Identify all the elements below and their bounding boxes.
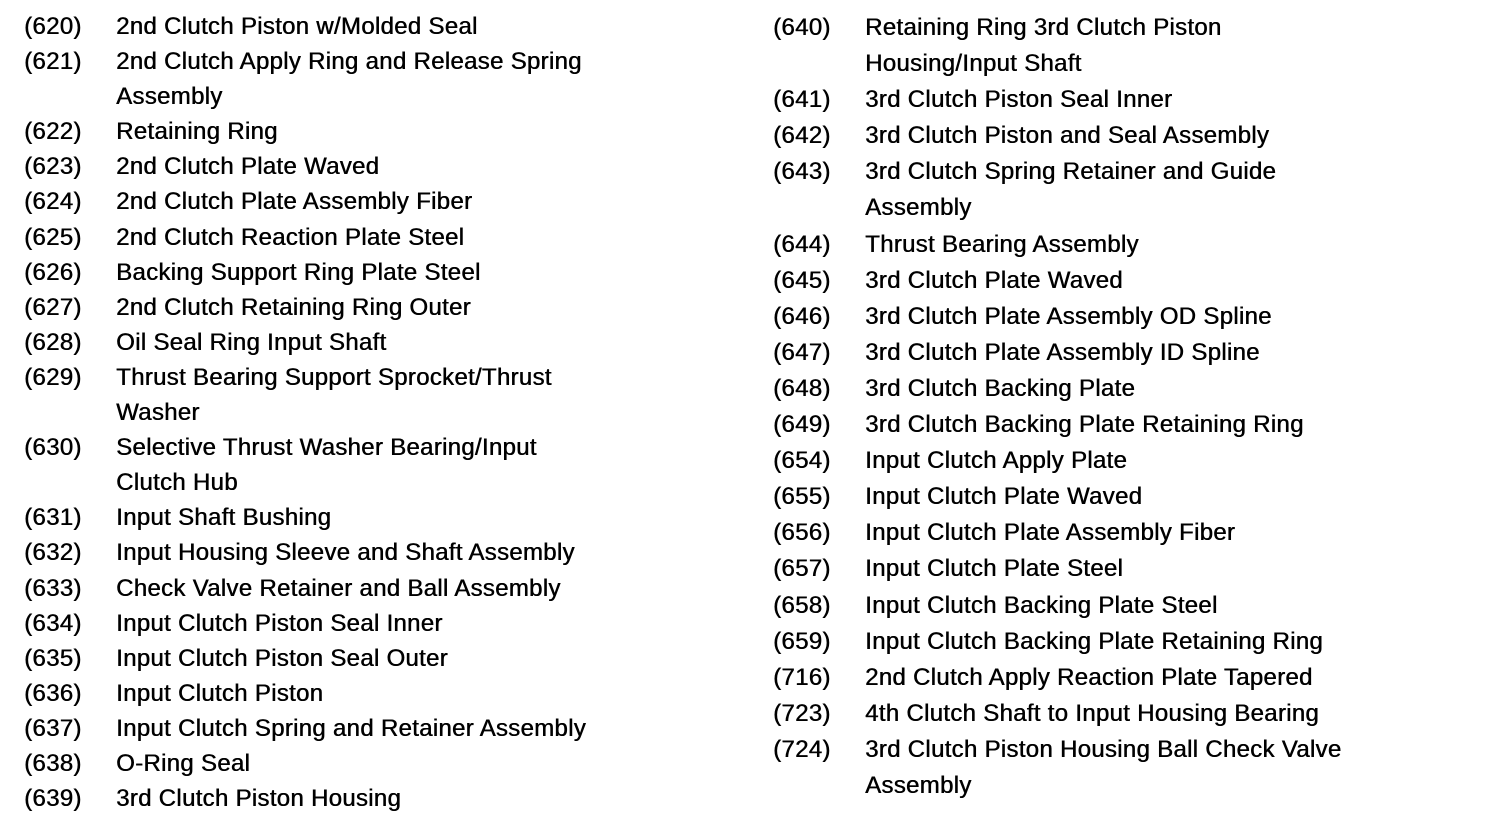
item-description: [865, 696, 1319, 732]
item-description-line: 2nd Clutch Apply Ring and Release Spring: [116, 48, 582, 76]
item-number: (622): [24, 118, 82, 146]
item-number: (644): [773, 230, 831, 258]
item-description-line: 4th Clutch Shaft to Input Housing Bearing: [865, 699, 1319, 727]
item-description: [116, 255, 480, 290]
item-number: (636): [24, 679, 82, 707]
item-description: [865, 82, 1172, 118]
item-description-line: 3rd Clutch Spring Retainer and Guide: [865, 158, 1277, 186]
list-item: [24, 220, 586, 255]
list-item: [24, 114, 586, 149]
item-description-line: 3rd Clutch Piston Housing: [116, 785, 401, 813]
item-description: [865, 154, 1276, 226]
list-item: [773, 696, 1341, 732]
item-description-line: 3rd Clutch Piston Housing Ball Check Valve: [865, 735, 1342, 763]
item-number: (635): [24, 644, 82, 672]
item-description: [865, 660, 1313, 696]
item-description-line: Input Clutch Apply Plate: [865, 447, 1128, 475]
item-description-line: Selective Thrust Washer Bearing/Input: [116, 434, 537, 462]
item-description: [865, 588, 1217, 624]
list-item: [773, 299, 1341, 335]
item-number: (646): [773, 302, 831, 330]
item-description: [865, 732, 1341, 804]
list-item: [24, 360, 586, 430]
item-description: [865, 263, 1123, 299]
item-number: (658): [773, 591, 831, 619]
item-description-line: 3rd Clutch Backing Plate Retaining Ring: [865, 411, 1304, 439]
item-description-line: Assembly: [865, 194, 972, 222]
list-item: [24, 184, 586, 219]
item-number: (641): [773, 86, 831, 114]
item-description: [865, 227, 1139, 263]
item-number: (645): [773, 266, 831, 294]
item-description-line: Input Clutch Plate Waved: [865, 483, 1143, 511]
item-description-line: Input Clutch Spring and Retainer Assembly: [116, 714, 586, 742]
item-number: (656): [773, 519, 831, 547]
item-description-line: Input Clutch Backing Plate Steel: [865, 591, 1218, 619]
item-number: (634): [24, 609, 82, 637]
item-description-line: Housing/Input Shaft: [865, 50, 1082, 78]
list-item: [773, 588, 1341, 624]
item-number: (643): [773, 158, 831, 186]
item-number: (647): [773, 338, 831, 366]
item-description: [116, 606, 443, 641]
item-description-line: Retaining Ring: [116, 118, 278, 146]
item-number: (648): [773, 374, 831, 402]
item-description-line: 2nd Clutch Retaining Ring Outer: [116, 293, 471, 321]
item-number: (659): [773, 627, 831, 655]
item-description: [865, 10, 1221, 82]
item-description: [865, 299, 1272, 335]
item-number: (631): [24, 504, 82, 532]
list-item: [24, 44, 586, 114]
item-description: [116, 114, 278, 149]
item-description: [116, 430, 537, 500]
list-item: [773, 551, 1341, 587]
item-number: (640): [773, 14, 831, 41]
item-number: (630): [24, 434, 82, 462]
parts-list-right-column: [773, 10, 1341, 804]
item-number: (639): [24, 785, 82, 813]
item-description: [116, 711, 586, 746]
item-description: [116, 9, 478, 44]
item-description: [116, 781, 401, 816]
item-number: (657): [773, 555, 831, 583]
item-description-line: Assembly: [116, 83, 223, 111]
item-number: (632): [24, 539, 82, 567]
item-description-line: O-Ring Seal: [116, 749, 251, 777]
item-description-line: Retaining Ring 3rd Clutch Piston: [865, 14, 1222, 41]
item-number: (620): [24, 13, 82, 40]
list-item: [773, 10, 1341, 82]
item-description-line: 2nd Clutch Piston w/Molded Seal: [116, 13, 478, 40]
list-item: [24, 781, 586, 816]
item-description: [865, 371, 1135, 407]
list-item: [773, 443, 1341, 479]
list-item: [773, 732, 1341, 804]
item-number: (642): [773, 122, 831, 150]
item-description-line: Clutch Hub: [116, 469, 238, 497]
item-number: (716): [773, 663, 831, 691]
item-description: [116, 500, 331, 535]
item-number: (655): [773, 483, 831, 511]
item-description: [116, 149, 379, 184]
item-description-line: Input Clutch Plate Assembly Fiber: [865, 519, 1236, 547]
item-number: (625): [24, 223, 82, 251]
list-item: [773, 335, 1341, 371]
list-item: [24, 641, 586, 676]
list-item: [24, 571, 586, 606]
item-number: (638): [24, 749, 82, 777]
list-item: [773, 479, 1341, 515]
list-item: [773, 154, 1341, 226]
item-description: [116, 360, 552, 430]
item-description: [865, 335, 1260, 371]
list-item: [773, 624, 1341, 660]
item-description: [865, 443, 1127, 479]
item-description: [116, 746, 250, 781]
item-description-line: 2nd Clutch Plate Waved: [116, 153, 380, 181]
item-description-line: 3rd Clutch Plate Waved: [865, 266, 1123, 294]
item-description: [116, 220, 464, 255]
item-description: [865, 479, 1142, 515]
item-description: [116, 641, 448, 676]
item-description: [116, 676, 323, 711]
item-description-line: Input Housing Sleeve and Shaft Assembly: [116, 539, 575, 567]
item-description-line: 3rd Clutch Plate Assembly ID Spline: [865, 338, 1260, 366]
item-description-line: Input Clutch Piston: [116, 679, 324, 707]
item-description-line: Input Clutch Plate Steel: [865, 555, 1124, 583]
list-item: [24, 430, 586, 500]
list-item: [773, 660, 1341, 696]
item-description-line: 2nd Clutch Plate Assembly Fiber: [116, 188, 473, 216]
list-item: [24, 606, 586, 641]
item-description-line: Thrust Bearing Assembly: [865, 230, 1139, 258]
list-item: [24, 746, 586, 781]
item-description: [116, 184, 472, 219]
item-description: [865, 624, 1323, 660]
item-number: (624): [24, 188, 82, 216]
item-description: [116, 290, 471, 325]
list-item: [773, 82, 1341, 118]
item-description-line: 3rd Clutch Backing Plate: [865, 374, 1136, 402]
item-description-line: Thrust Bearing Support Sprocket/Thrust: [116, 363, 552, 391]
item-description-line: 2nd Clutch Apply Reaction Plate Tapered: [865, 663, 1313, 691]
item-description: [865, 551, 1123, 587]
item-number: (654): [773, 447, 831, 475]
item-description: [116, 571, 561, 606]
item-description-line: Washer: [116, 399, 200, 427]
list-item: [773, 227, 1341, 263]
item-description: [865, 407, 1304, 443]
item-description-line: Assembly: [865, 771, 972, 799]
list-item: [24, 535, 586, 570]
item-description-line: Input Clutch Piston Seal Outer: [116, 644, 448, 672]
item-description-line: Input Shaft Bushing: [116, 504, 332, 532]
item-description-line: Backing Support Ring Plate Steel: [116, 258, 481, 286]
list-item: [24, 500, 586, 535]
item-description: [116, 44, 582, 114]
list-item: [24, 149, 586, 184]
item-description: [116, 535, 575, 570]
parts-list-left-column: [24, 9, 586, 816]
list-item: [24, 9, 586, 44]
list-item: [24, 676, 586, 711]
item-number: (723): [773, 699, 831, 727]
list-item: [773, 371, 1341, 407]
item-description-line: 3rd Clutch Piston Seal Inner: [865, 86, 1173, 114]
list-item: [24, 255, 586, 290]
item-number: (649): [773, 411, 831, 439]
item-description-line: Check Valve Retainer and Ball Assembly: [116, 574, 561, 602]
item-number: (637): [24, 714, 82, 742]
item-number: (633): [24, 574, 82, 602]
list-item: [24, 711, 586, 746]
item-number: (724): [773, 735, 831, 763]
item-description-line: 2nd Clutch Reaction Plate Steel: [116, 223, 465, 251]
item-description: [865, 118, 1269, 154]
item-number: (621): [24, 48, 82, 76]
item-description-line: Input Clutch Piston Seal Inner: [116, 609, 443, 637]
list-item: [24, 290, 586, 325]
item-number: (629): [24, 363, 82, 391]
item-description: [116, 325, 386, 360]
item-description: [865, 515, 1235, 551]
list-item: [773, 118, 1341, 154]
item-description-line: 3rd Clutch Plate Assembly OD Spline: [865, 302, 1272, 330]
list-item: [24, 325, 586, 360]
item-description-line: 3rd Clutch Piston and Seal Assembly: [865, 122, 1270, 150]
list-item: [773, 263, 1341, 299]
item-description-line: Oil Seal Ring Input Shaft: [116, 328, 387, 356]
item-number: (628): [24, 328, 82, 356]
item-number: (627): [24, 293, 82, 321]
item-description-line: Input Clutch Backing Plate Retaining Ring: [865, 627, 1323, 655]
list-item: [773, 515, 1341, 551]
item-number: (626): [24, 258, 82, 286]
list-item: [773, 407, 1341, 443]
item-number: (623): [24, 153, 82, 181]
